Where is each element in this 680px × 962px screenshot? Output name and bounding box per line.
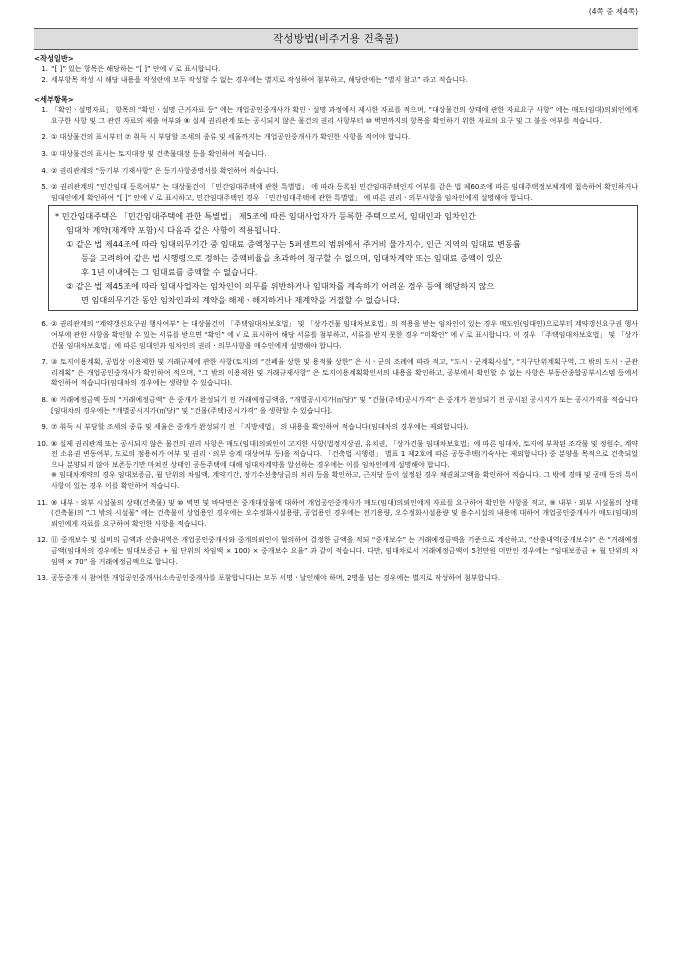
notice-line: 면 임대의무기간 동안 임차인과의 계약을 해제ㆍ해지하거나 재계약을 거절할 수 없습니다. bbox=[81, 295, 400, 306]
detail-section-header: <세부항목> bbox=[34, 95, 74, 105]
private-rental-notice-box bbox=[48, 205, 638, 311]
list-item: 2. 세부항목 작성 시 해당 내용을 작성란에 모두 작성할 수 없는 경우에는 별지로 작성하여 첨부하고, 해당란에는 “별지 참고” 라고 적습니다. bbox=[41, 75, 468, 84]
detail-list bbox=[34, 105, 638, 584]
document-title: 작성방법(비주거용 건축물) bbox=[34, 28, 638, 50]
list-item: 5. ② 권리관계의 “민간임대 등록여부” 는 대상물건이 「민간임대주택에 관한 특별법」 에 따라 등록된 민간임대주택인지 여부를 같은 법 제60조에 따른 임대주택정보체계에 접속하여 확인하거나 임대인에게 확인하여 “[ ]” 안에 √ 로 표시하고, 민간임대주택인 경우 「민간임대주택에 관한 특별법」 에 따른 권리ㆍ의무사항을 임차인에게 설명해야 합니다. bbox=[41, 183, 638, 202]
notice-line: 등을 고려하여 같은 법 시행령으로 정하는 증액비율을 초과하여 청구할 수 없으며, 임대차계약 또는 임대료 증액이 있은 bbox=[81, 253, 503, 264]
notice-line: 임대차 계약(재계약 포함)시 다음과 같은 사항이 적용됩니다. bbox=[66, 225, 281, 236]
list-item: 7. ③ 토지이용계획, 공법상 이용제한 및 거래규제에 관한 사항(토지)의 “건폐율 상한 및 용적률 상한” 은 시ㆍ군의 조례에 따라 적고, “도시ㆍ군계획시설”, “지구단위계획구역, 그 밖의 도시ㆍ군관리계획” 은 개업공인중개사가 확인하여 적으며, “그 밖의 이용제한 및 거래규제사항” 은 토지이용계획확인서의 내용을 확인하고, 공부에서 확인할 수 없는 사항은 부동산종합공부시스템 등에서 확인하여 적습니다(임대차의 경우에는 생략할 수 있습니다). bbox=[41, 358, 638, 388]
list-item: 6. ② 권리관계의 “계약갱신요구권 행사여부” 는 대상물건이 「주택임대차보호법」 및 「상가건물 임대차보호법」의 적용을 받는 임차인이 있는 경우 매도인(임대인)으로부터 계약갱신요구권 행사 여부에 관한 사항을 확인할 수 있는 서류를 받으면 “확인” 에 √ 로 표시하여 해당 서류를 첨부하고, 서류를 받지 못한 경우 “미확인” 에 √ 로 표시합니다. 이 경우 「주택임대차보호법」 및 「상가건물 임대차보호법」에 따른 임대인과 임차인의 권리ㆍ의무사항을 매수인에게 설명해야 합니다. bbox=[41, 320, 638, 350]
page-number: (4쪽 중 제4쪽) bbox=[588, 7, 638, 16]
list-item: 8. ⑥ 거래예정금액 등의 “거래예정금액” 은 중개가 완성되기 전 거래예정금액을, “개별공시지가(㎡당)” 및 “건물(주택)공시가격” 은 중개가 완성되기 전 공시된 공시지가 또는 공시가격을 적습니다[임대차의 경우에는 “개별공시지가(㎡당)” 및 “건물(주택)공시가격” 을 생략할 수 있습니다]. bbox=[41, 395, 638, 415]
list-item: 1. “[ ]” 있는 항목은 해당하는 “[ ]” 안에 √ 로 표시합니다. bbox=[41, 65, 221, 73]
document-page bbox=[34, 7, 638, 584]
general-section-header: <작성일반> bbox=[34, 54, 74, 63]
list-item: 12. ⑪ 중개보수 및 실비의 금액과 산출내역은 개업공인중개사와 중개의뢰인이 협의하여 결정한 금액을 적되 “중개보수” 는 거래예정금액을 기준으로 계산하고, “산출내역(중개보수)” 은 “거래예정금액(임대차의 경우에는 임대보증금 + 월 단위의 차임액 × 100) × 중개보수 요율” 과 같이 적습니다. 다만, 임대차로서 거래예정금액이 5천만원 미만인 경우에는 “임대보증금 + 월 단위의 차임액 × 70” 을 거래예정금액으로 합니다. bbox=[36, 536, 638, 566]
list-item: 1. 「확인ㆍ설명자료」 항목의 “확인ㆍ설명 근거자료 등” 에는 개업공인중개사가 확인ㆍ설명 과정에서 제시한 자료를 적으며, “대상물건의 상태에 관한 자료요구 사항” 에는 매도(임대)의뢰인에게 요구한 사항 및 그 관련 자료의 제출 여부와 ⑧ 실제 권리관계 또는 공시되지 않은 물건의 권리 사항부터 ⑩ 벽면까지의 항목을 확인하기 위한 자료의 요구 및 그 불응 여부를 적습니다. bbox=[41, 106, 638, 125]
list-item: 9. ⑦ 취득 시 부담할 조세의 종류 및 세율은 중개가 완성되기 전 「지방세법」 의 내용을 확인하여 적습니다(임대차의 경우에는 제외합니다). bbox=[41, 423, 469, 432]
list-item: 3. ① 대상물건의 표시는 토지대장 및 건축물대장 등을 확인하여 적습니다. bbox=[41, 149, 267, 158]
notice-line: * 민간임대주택은 「민간임대주택에 관한 특별법」 제5조에 따른 임대사업자가 등록한 주택으로서, 임대인과 임차인간 bbox=[55, 211, 476, 222]
list-item: 4. ② 권리관계의 “등기부 기재사항” 은 등기사항증명서를 확인하여 적습니다. bbox=[41, 166, 279, 175]
notice-line: ② 같은 법 제45조에 따라 임대사업자는 임차인이 의무를 위반하거나 임대차를 계속하기 어려운 경우 등에 해당하지 않으 bbox=[66, 281, 495, 292]
list-item: 13. 공동중개 시 참여한 개업공인중개사(소속공인중개사를 포함합니다)는 모두 서명ㆍ날인해야 하며, 2명을 넘는 경우에는 별지로 작성하여 첨부합니다. bbox=[36, 574, 501, 583]
list-item: 2. ① 대상물건의 표시부터 ⑦ 취득 시 부담할 조세의 종류 및 세율까지는 개업공인중개사가 확인한 사항을 적어야 합니다. bbox=[41, 133, 411, 142]
list-note: ※ 임대차계약의 경우 임대보증금, 월 단위의 차임액, 계약기간, 장기수선충당금의 처리 등을 확인하고, 근저당 등이 설정된 경우 채권최고액을 확인하여 적습니다. 그 밖에 경매 및 공매 등의 특이사항이 있는 경우 이를 확인하여 적습니다. bbox=[51, 471, 638, 491]
notice-line: ① 같은 법 제44조에 따라 임대의무기간 중 임대료 증액청구는 5퍼센트의 범위에서 주거비 물가지수, 인근 지역의 임대료 변동률 bbox=[66, 239, 521, 250]
list-item: 10. ⑧ 실제 권리관계 또는 공시되지 않은 물건의 권리 사항은 매도(임대)의뢰인이 고지한 사항(법정지상권, 유치권, 「상가건물 임대차보호법」에 따른 임대차, 토지에 부착된 조각물 및 정원수, 계약 전 소유권 변동여부, 도로의 점용허가 여부 및 권리ㆍ의무 승계 대상여부 등)을 적습니다. 「건축법 시행령」 별표 1 제2호에 따른 공동주택(기숙사는 제외합니다) 중 분양을 목적으로 건축되었으나 분양되지 않아 보존등기만 마쳐진 상태인 공동주택에 대해 임대차계약을 알선하는 경우에는 이를 임차인에게 설명해야 합니다. bbox=[36, 439, 638, 469]
notice-line: 후 1년 이내에는 그 임대료를 증액할 수 없습니다. bbox=[81, 267, 258, 278]
general-list bbox=[34, 64, 638, 85]
list-item: 11. ⑨ 내부ㆍ외부 시설물의 상태(건축물) 및 ⑩ 벽면 및 바닥면은 중개대상물에 대하여 개업공인중개사가 매도(임대)의뢰인에게 자료를 요구하여 확인한 사항을 적고, ⑨ 내부ㆍ외부 시설물의 상태(건축물)의 “그 밖의 시설물” 에는 건축물이 상업용인 경우에는 오수정화시설용량, 공업용인 경우에는 전기용량, 오수정화시설용량 및 용수시설의 내용에 대하여 개업공인중개사가 매도(임대)의뢰인에게 자료를 요구하여 확인한 사항을 적습니다. bbox=[36, 498, 638, 528]
